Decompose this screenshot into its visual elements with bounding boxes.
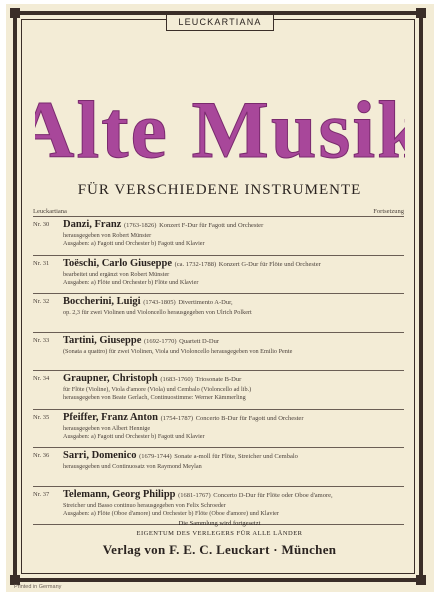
- composer-name: [63, 412, 303, 423]
- entry-divider: [33, 447, 404, 448]
- work-title: Sonate a-moll für Flöte, Streicher und Cembalo: [174, 453, 298, 460]
- composer-dates: (1763-1826): [123, 222, 157, 229]
- work-title: Concerto D-Dur für Flöte oder Oboe d'amore,: [213, 492, 333, 499]
- entry-divider: [33, 293, 404, 294]
- entry-divider: [33, 332, 404, 333]
- composer: Telemann, Georg Philipp: [63, 489, 176, 500]
- footer-rights: EIGENTUM DES VERLEGERS FÜR ALLE LÄNDER: [136, 530, 303, 537]
- composer-name: [63, 489, 333, 500]
- work-title: Konzert F-Dur für Fagott und Orchester: [159, 222, 264, 229]
- entry-detail: herausgegeben von Beate Gerlach, Continuostimme: Werner Kämmerling: [63, 394, 246, 401]
- composer-name: [63, 258, 321, 269]
- list-label-left: Leuckartiana: [33, 208, 67, 215]
- entry-number: Nr. 34: [33, 375, 50, 382]
- composer-dates: (1681-1767): [178, 492, 211, 499]
- main-title: [35, 85, 405, 185]
- composer-name: [63, 335, 219, 346]
- composer: Toëschi, Carlo Giuseppe: [63, 258, 172, 269]
- composer-name: [63, 373, 241, 384]
- entry-divider: [33, 370, 404, 371]
- entry-divider: [33, 255, 404, 256]
- work-title: Triosonate B-Dur: [195, 376, 242, 383]
- subtitle: FÜR VERSCHIEDENE INSTRUMENTE: [77, 182, 362, 198]
- composer: Sarri, Domenico: [63, 450, 137, 461]
- work-title: Konzert G-Dur für Flöte und Orchester: [218, 261, 321, 268]
- footer-note: Die Sammlung wird fortgesetzt: [178, 520, 261, 527]
- composer: Tartini, Giuseppe: [63, 335, 142, 346]
- composer-name: [63, 450, 298, 461]
- entry-detail: herausgegeben und Continuosatz von Raymond Meylan: [63, 463, 202, 470]
- composer: Graupner, Christoph: [63, 373, 158, 384]
- work-title: Quartett D-Dur: [179, 338, 220, 345]
- entry-detail: Ausgaben: a) Fagott und Orchester b) Fagott und Klavier: [63, 433, 205, 440]
- list-label-right: Fortsetzung: [373, 208, 404, 215]
- corner-ornament: [416, 575, 426, 585]
- entry-number: Nr. 36: [33, 452, 50, 459]
- composer-name: [63, 296, 233, 307]
- composer-dates: (1743-1805): [143, 299, 176, 306]
- entry-detail: Streicher und Basso continuo herausgegeben von Felix Schroeder: [63, 502, 226, 509]
- entry-divider: [33, 216, 404, 217]
- entry-detail: herausgegeben von Robert Münster: [63, 232, 152, 239]
- entry-number: Nr. 37: [33, 491, 50, 498]
- entry-number: Nr. 35: [33, 414, 50, 421]
- series-label: LEUCKARTIANA: [166, 14, 274, 31]
- entry-detail: (Sonata a quattro) für zwei Violinen, Viola und Violoncello herausgegeben von Emilio Pente: [63, 348, 293, 355]
- composer-dates: (1679-1744): [139, 453, 172, 460]
- composer: Danzi, Franz: [63, 219, 122, 230]
- composer-dates: (1683-1760): [160, 376, 193, 383]
- work-title: Concerto B-Dur für Fagott und Orchester: [195, 415, 304, 422]
- entry-detail: bearbeitet und ergänzt von Robert Münster: [63, 271, 170, 278]
- work-title: Divertimento A-Dur,: [178, 299, 233, 306]
- composer: Pfeiffer, Franz Anton: [63, 412, 158, 423]
- composer: Boccherini, Luigi: [63, 296, 141, 307]
- entry-detail: für Flöte (Violine), Viola d'amore (Viola) und Cembalo (Violoncello ad lib.): [63, 386, 252, 393]
- entry-number: Nr. 30: [33, 221, 50, 228]
- entry-number: Nr. 33: [33, 337, 50, 344]
- corner-ornament: [10, 8, 20, 18]
- entry-number: Nr. 31: [33, 260, 50, 267]
- composer-name: [63, 219, 263, 230]
- composer-dates: (1754-1787): [160, 415, 194, 422]
- entry-number: Nr. 32: [33, 298, 50, 305]
- composer-dates: (1692-1770): [144, 338, 177, 345]
- entry-detail: Ausgaben: a) Flöte und Orchester b) Flöte und Klavier: [63, 279, 199, 286]
- entry-divider: [33, 409, 404, 410]
- composer-dates: (ca. 1732-1788): [174, 261, 217, 268]
- entry-detail: op. 2,3 für zwei Violinen und Violoncello herausgegeben von Ulrich Polkert: [63, 309, 252, 316]
- corner-ornament: [416, 8, 426, 18]
- entry-divider: [33, 486, 404, 487]
- printed-in: Printed in Germany: [14, 584, 62, 590]
- entry-detail: Ausgaben: a) Fagott und Orchester b) Fagott und Klavier: [63, 240, 205, 247]
- entry-detail: herausgegeben von Albert Hennige: [63, 425, 151, 432]
- publisher: Verlag von F. E. C. Leuckart · München: [102, 542, 337, 557]
- title-text: Alte Musik: [35, 85, 405, 175]
- entry-detail: Ausgaben: a) Flöte (Oboe d'amore) und Orchester b) Flöte (Oboe d'amore) und Klavier: [63, 510, 279, 517]
